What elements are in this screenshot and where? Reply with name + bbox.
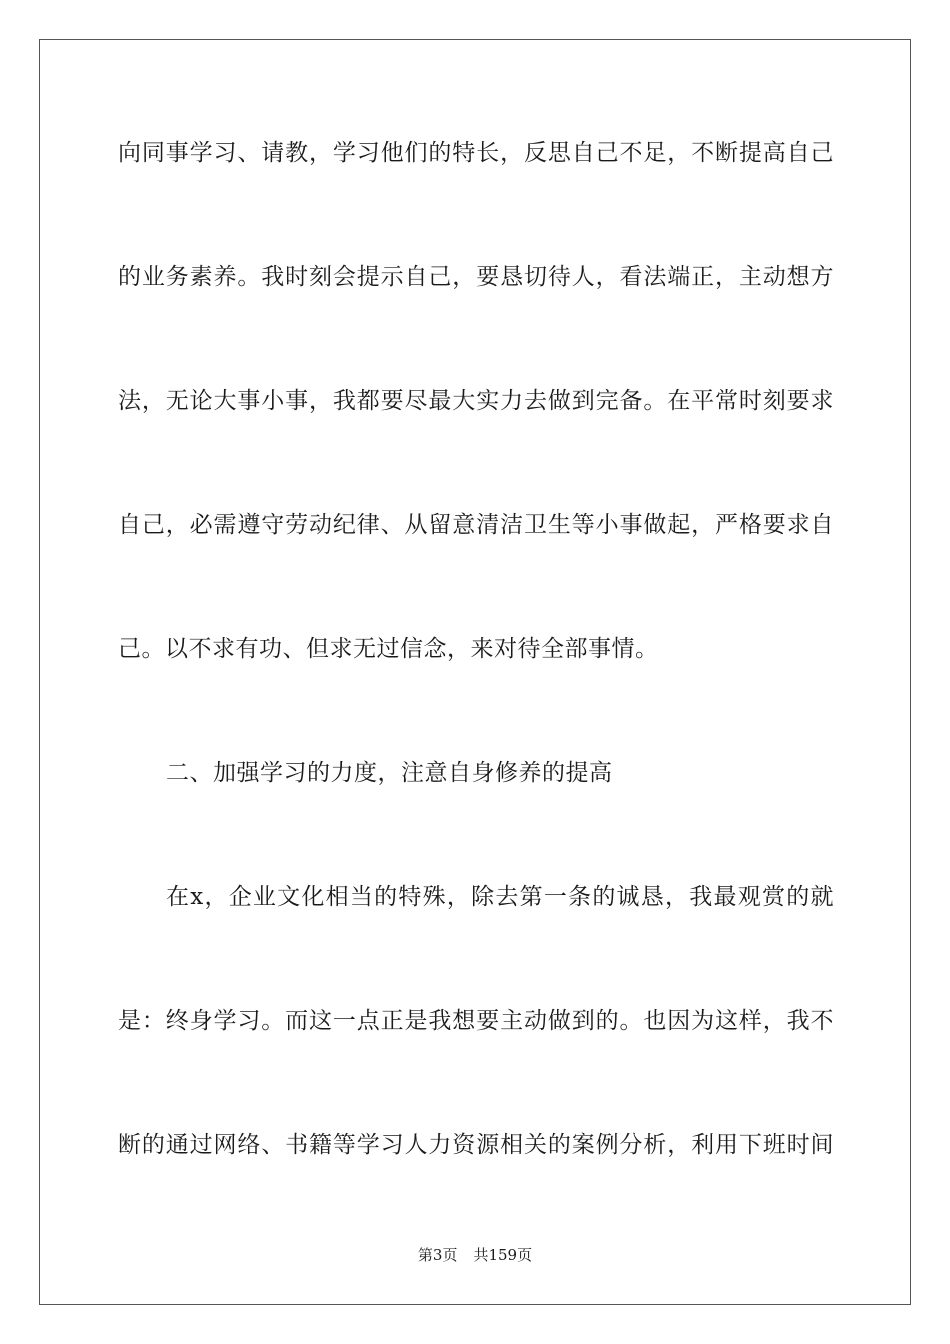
page-number: 第3页 [417, 1246, 458, 1264]
text-line-1: 向同事学习、请教，学习他们的特长，反思自己不足，不断提高自己 [118, 140, 834, 166]
page-footer [0, 1244, 950, 1265]
text-line-3: 法，无论大事小事，我都要尽最大实力去做到完备。在平常时刻要求 [118, 388, 834, 414]
text-line-5: 己。以不求有功、但求无过信念，来对待全部事情。 [118, 636, 659, 662]
text-line-2: 的业务素养。我时刻会提示自己，要恳切待人，看法端正，主动想方 [118, 264, 834, 290]
section-heading: 二、加强学习的力度，注意自身修养的提高 [166, 760, 613, 786]
text-line-8: 是：终身学习。而这一点正是我想要主动做到的。也因为这样，我不 [118, 1008, 834, 1034]
text-line-4: 自己，必需遵守劳动纪律、从留意清洁卫生等小事做起，严格要求自 [118, 512, 834, 538]
document-body [118, 123, 834, 1239]
total-pages: 共159页 [473, 1246, 533, 1264]
text-line-9: 断的通过网络、书籍等学习人力资源相关的案例分析，利用下班时间 [118, 1132, 834, 1158]
text-line-7: 在x，企业文化相当的特殊，除去第一条的诚恳，我最观赏的就 [166, 884, 834, 910]
